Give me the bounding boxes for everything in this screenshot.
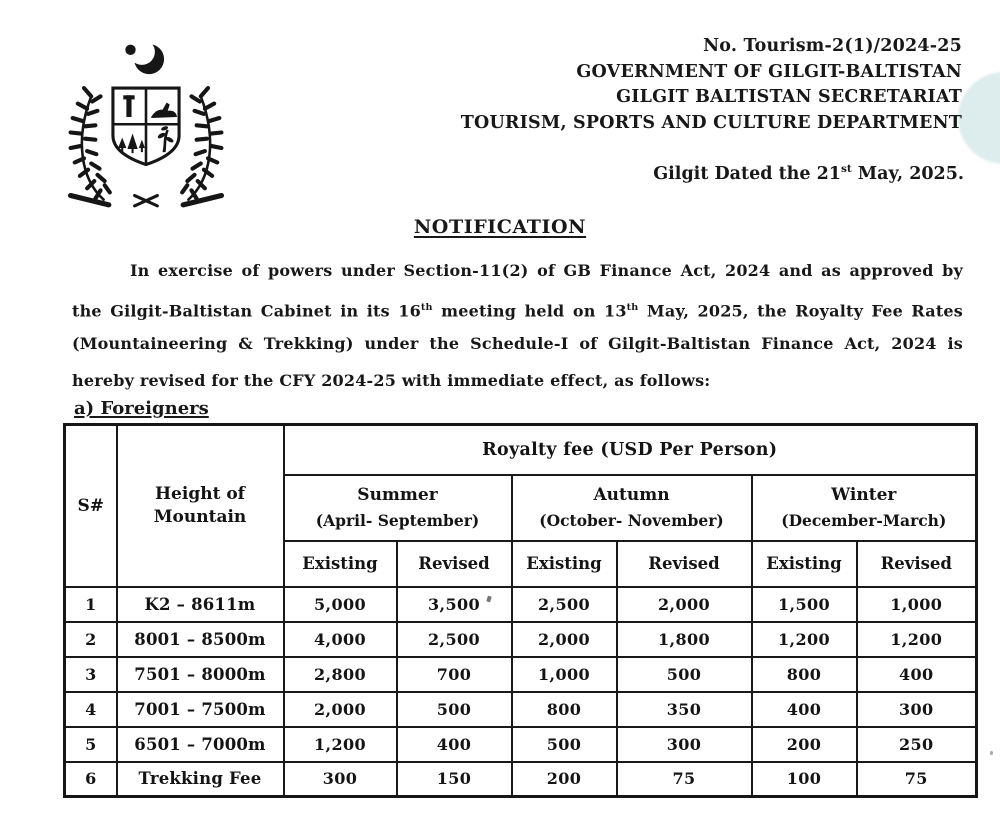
cell-value: 500 <box>397 692 512 727</box>
cell-value: 350 <box>617 692 752 727</box>
cell-serial: 4 <box>65 692 117 727</box>
date-text: May, 2025. <box>851 163 964 184</box>
season-name: Summer <box>357 485 438 505</box>
cell-value: 700 <box>397 657 512 692</box>
cell-value: 300 <box>857 692 977 727</box>
table-row-3 <box>65 657 977 692</box>
government-crest-icon <box>58 24 234 210</box>
cell-height: 6501 – 7000m <box>117 727 284 762</box>
date-line <box>653 163 964 184</box>
header-autumn-revised: Revised <box>617 541 752 587</box>
cell-value: 2,500 <box>512 587 617 622</box>
ordinal-sup: th <box>626 301 639 313</box>
cell-value: 400 <box>397 727 512 762</box>
scan-speck <box>990 751 993 755</box>
org-line-department: TOURISM, SPORTS AND CULTURE DEPARTMENT <box>460 112 962 133</box>
cell-value: 75 <box>617 762 752 797</box>
cell-value: 1,200 <box>284 727 397 762</box>
cell-value: 2,500 <box>397 622 512 657</box>
cell-serial: 3 <box>65 657 117 692</box>
header-winter-revised: Revised <box>857 541 977 587</box>
header-royalty-fee: Royalty fee (USD Per Person) <box>284 425 977 475</box>
header-serial: S# <box>65 425 117 587</box>
cell-height: K2 – 8611m <box>117 587 284 622</box>
cell-serial: 5 <box>65 727 117 762</box>
header-autumn <box>512 475 752 541</box>
reference-number: No. Tourism-2(1)/2024-25 <box>703 36 962 56</box>
cell-value: 300 <box>284 762 397 797</box>
para-text: May, 2025, the Royalty Fee Rates <box>638 300 964 320</box>
cell-value: 1,800 <box>617 622 752 657</box>
cell-value: 1,000 <box>512 657 617 692</box>
cell-value: 4,000 <box>284 622 397 657</box>
cell-value: 2,000 <box>284 692 397 727</box>
cell-value: 2,000 <box>617 587 752 622</box>
org-line-government: GOVERNMENT OF GILGIT-BALTISTAN <box>576 61 962 82</box>
royalty-fee-table <box>63 423 978 798</box>
para-text: meeting held on 13 <box>432 300 627 320</box>
cell-value: 250 <box>857 727 977 762</box>
notification-body <box>72 253 963 399</box>
cell-value: 2,000 <box>512 622 617 657</box>
cell-height: Trekking Fee <box>117 762 284 797</box>
para-line-1 <box>72 253 963 290</box>
para-line-4 <box>72 363 963 400</box>
table-row-1 <box>65 587 977 622</box>
cell-value: 400 <box>752 692 857 727</box>
table-header-row-1 <box>65 425 977 475</box>
table-row-4 <box>65 692 977 727</box>
cell-serial: 2 <box>65 622 117 657</box>
cell-value: 400 <box>857 657 977 692</box>
header-summer-existing: Existing <box>284 541 397 587</box>
cell-value: 2,800 <box>284 657 397 692</box>
para-text: (Mountaineering & Trekking) under the Schedule-I of Gilgit-Baltistan Finance Act, 2024 is <box>72 334 963 353</box>
notification-title: NOTIFICATION <box>413 216 587 238</box>
season-months: (April- September) <box>315 511 480 530</box>
header-height-of-mountain: Height of Mountain <box>117 425 284 587</box>
cell-value: 1,000 <box>857 587 977 622</box>
header-autumn-existing: Existing <box>512 541 617 587</box>
table-row-5 <box>65 727 977 762</box>
para-text: hereby revised for the CFY 2024-25 with immediate effect, as follows: <box>72 370 711 390</box>
cell-value: 100 <box>752 762 857 797</box>
cell-height: 7001 – 7500m <box>117 692 284 727</box>
table-row-6 <box>65 762 977 797</box>
cell-value: 500 <box>617 657 752 692</box>
cell-value: 800 <box>512 692 617 727</box>
season-name: Winter <box>831 485 897 505</box>
cell-value: 200 <box>512 762 617 797</box>
para-text: the Gilgit-Baltistan Cabinet in its 16 <box>72 300 421 320</box>
cell-height: 7501 – 8000m <box>117 657 284 692</box>
cell-value: 75 <box>857 762 977 797</box>
para-line-3 <box>72 326 963 363</box>
ordinal-sup: th <box>420 301 433 313</box>
season-months: (October- November) <box>539 511 724 530</box>
cell-value: 1,200 <box>752 622 857 657</box>
date-ordinal-sup: st <box>840 163 852 175</box>
scan-artifact-circle <box>958 72 1000 164</box>
season-name: Autumn <box>593 485 670 505</box>
section-a-foreigners-label: a) Foreigners <box>74 398 209 419</box>
cell-serial: 6 <box>65 762 117 797</box>
cell-value: 5,000 <box>284 587 397 622</box>
cell-value: 500 <box>512 727 617 762</box>
header-summer-revised: Revised <box>397 541 512 587</box>
para-text: In exercise of powers under Section-11(2) of GB Finance Act, 2024 and as approved by <box>130 261 963 280</box>
table-row-2 <box>65 622 977 657</box>
cell-value: 300 <box>617 727 752 762</box>
header-winter-existing: Existing <box>752 541 857 587</box>
cell-height: 8001 – 8500m <box>117 622 284 657</box>
para-line-2 <box>72 290 963 327</box>
cell-serial: 1 <box>65 587 117 622</box>
header-summer <box>284 475 512 541</box>
header-winter <box>752 475 977 541</box>
org-line-secretariat: GILGIT BALTISTAN SECRETARIAT <box>616 87 962 107</box>
cell-value: 800 <box>752 657 857 692</box>
cell-value: 150 <box>397 762 512 797</box>
cell-value: 1,500 <box>752 587 857 622</box>
letterhead <box>461 34 962 136</box>
cell-value: 200 <box>752 727 857 762</box>
date-text: Gilgit Dated the 21 <box>653 163 841 184</box>
cell-value: 1,200 <box>857 622 977 657</box>
season-months: (December-March) <box>781 511 947 530</box>
cell-value: 3,500 <box>397 587 512 622</box>
